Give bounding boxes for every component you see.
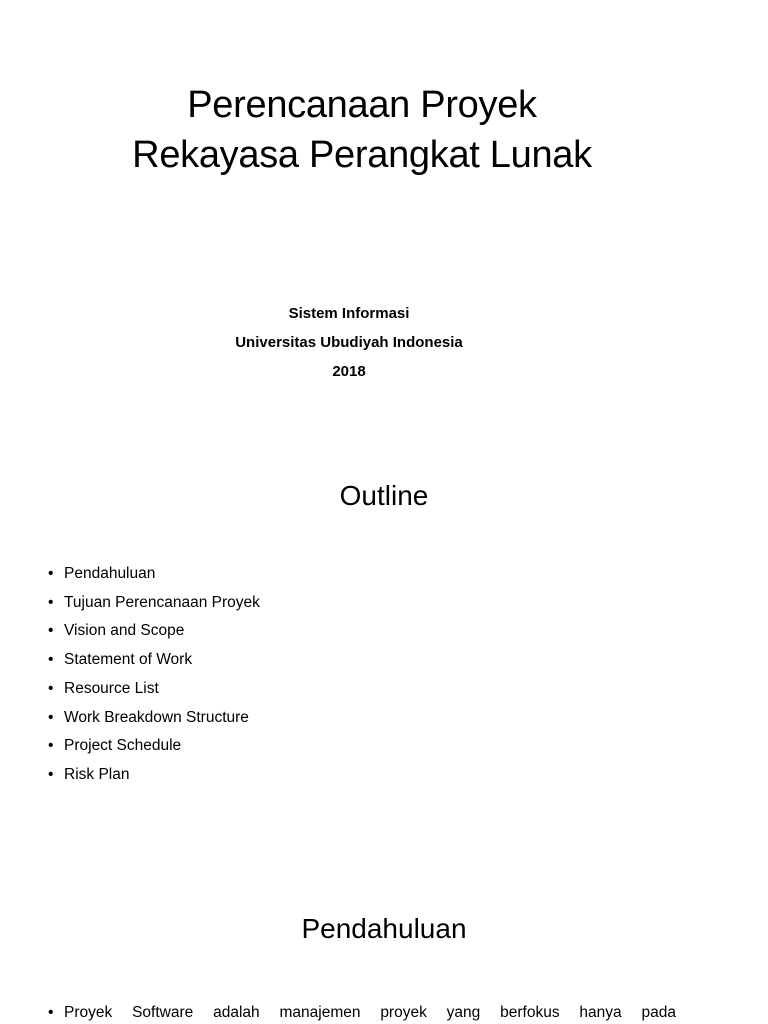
title-line-1: Perencanaan Proyek — [187, 84, 537, 126]
pendahuluan-slide — [0, 864, 768, 1024]
pendahuluan-title: Pendahuluan — [301, 913, 467, 944]
outline-slide — [0, 432, 768, 864]
pendahuluan-bullet: • Proyek Software adalah manajemen proyek yang berfokus hanya pada — [48, 999, 676, 1024]
presentation-title — [0, 80, 724, 180]
outline-list — [48, 560, 260, 790]
list-item: • Work Breakdown Structure — [48, 704, 260, 733]
list-item: • Vision and Scope — [48, 617, 260, 646]
subtitle-program: Sistem Informasi — [288, 305, 410, 322]
title-line-2: Rekayasa Perangkat Lunak — [132, 134, 592, 176]
list-item: • Pendahuluan — [48, 560, 260, 589]
list-item: • Resource List — [48, 675, 260, 704]
subtitle-university: Universitas Ubudiyah Indonesia — [235, 334, 463, 351]
outline-title: Outline — [339, 480, 429, 511]
subtitle-year: 2018 — [332, 363, 366, 380]
list-item: • Risk Plan — [48, 761, 260, 790]
list-item: • Project Schedule — [48, 732, 260, 761]
list-item: • Tujuan Perencanaan Proyek — [48, 589, 260, 618]
title-slide — [0, 0, 768, 432]
presentation-subtitle — [0, 299, 698, 386]
list-item: • Statement of Work — [48, 646, 260, 675]
